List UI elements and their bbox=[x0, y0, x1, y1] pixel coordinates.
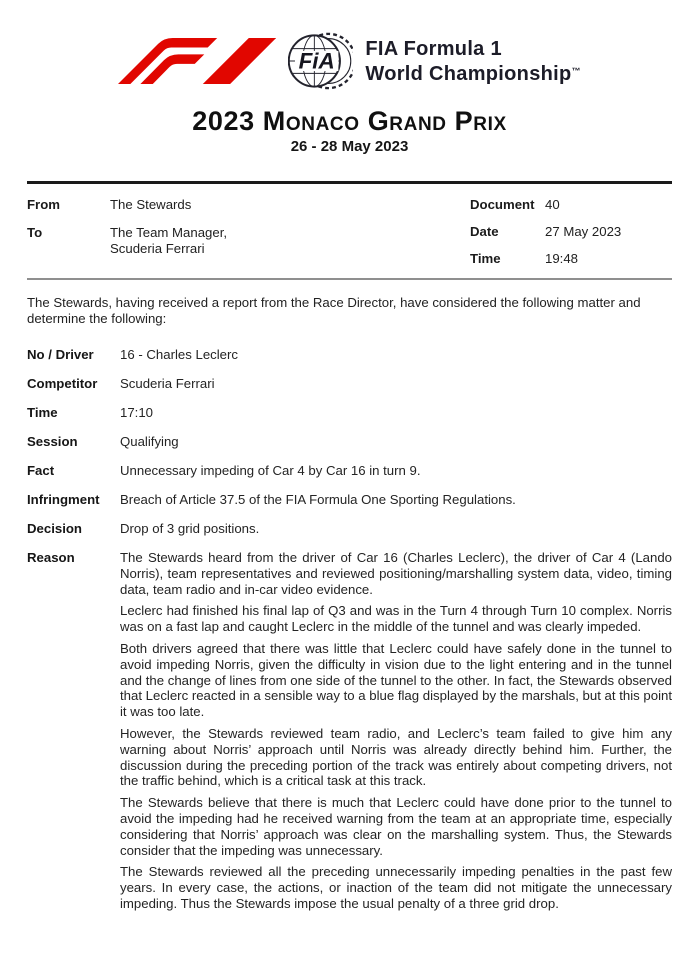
field-label: Decision bbox=[27, 521, 82, 536]
document-label: Document bbox=[470, 197, 535, 212]
field-label: Fact bbox=[27, 463, 55, 478]
time-label: Time bbox=[470, 251, 501, 266]
to-value-line1: The Team Manager, bbox=[110, 225, 228, 240]
intro-paragraph: The Stewards, having received a report from the Race Director, have considered the following matter and determine the following: bbox=[27, 295, 641, 326]
field-row-time bbox=[27, 405, 672, 421]
meta-table bbox=[27, 181, 672, 280]
field-label: No / Driver bbox=[27, 347, 94, 362]
field-row-infringment bbox=[27, 492, 672, 508]
field-value: Drop of 3 grid positions. bbox=[120, 521, 260, 536]
date-label: Date bbox=[470, 224, 499, 239]
to-value-line2: Scuderia Ferrari bbox=[110, 241, 205, 256]
field-row-decision bbox=[27, 521, 672, 537]
field-label: Competitor bbox=[27, 376, 98, 391]
reason-paragraph: Leclerc had finished his final lap of Q3 and was in the Turn 4 through Turn 10 complex. Norris was on a fast lap and caught Leclerc in the middle of the tunnel and was clearly impeded. bbox=[120, 603, 672, 635]
date-value: 27 May 2023 bbox=[545, 224, 622, 239]
field-label: Infringment bbox=[27, 492, 100, 507]
reason-paragraph: The Stewards believe that there is much that Leclerc could have done prior to the tunnel to avoid the impeding had he received warning from the team at an appropriate time, especially considering that Norris’ approach was clear on the marshalling system. Thus, the Stewards consider that the impeding was unnecessary. bbox=[120, 795, 672, 858]
brand-header bbox=[27, 0, 672, 92]
from-value: The Stewards bbox=[110, 197, 192, 212]
reason-paragraph: The Stewards reviewed all the preceding unnecessarily impeding penalties in the past few years. In every case, the actions, or inaction of the team did not mitigate the unnecessary impeding. Thus the Stewards impose the usual penalty of a three grid drop. bbox=[120, 864, 672, 911]
reason-paragraphs bbox=[120, 550, 672, 918]
reason-label: Reason bbox=[27, 550, 75, 565]
field-row-competitor bbox=[27, 376, 672, 392]
field-row-fact bbox=[27, 463, 672, 479]
event-title: 2023 Monaco Grand Prix bbox=[192, 106, 507, 136]
field-label: Time bbox=[27, 405, 58, 420]
decision-fields bbox=[27, 347, 672, 537]
fia-emblem-icon bbox=[288, 30, 353, 92]
field-row-session bbox=[27, 434, 672, 450]
trademark-symbol: ™ bbox=[571, 65, 581, 76]
field-value: 17:10 bbox=[120, 405, 154, 420]
to-value bbox=[110, 225, 470, 257]
reason-section bbox=[27, 550, 672, 918]
from-label: From bbox=[27, 197, 60, 212]
event-dates: 26 - 28 May 2023 bbox=[290, 138, 409, 155]
meta-left bbox=[27, 197, 470, 267]
wordmark-line1: FIA Formula 1 bbox=[365, 37, 502, 60]
title-block bbox=[27, 106, 672, 155]
championship-wordmark bbox=[365, 38, 580, 85]
field-value: Breach of Article 37.5 of the FIA Formula One Sporting Regulations. bbox=[120, 492, 516, 507]
fia-monogram: FiA bbox=[298, 48, 336, 74]
reason-paragraph: Both drivers agreed that there was little that Leclerc could have safely done in the tunnel to avoid impeding Norris, given the difficulty in vision due to the light entering and in the tunnel and the change of lines from one side of the tunnel to the other. In fact, the Stewards observed that Leclerc reacted in a sensible way to a blue flag displayed by the marshals, but at this point it was too late. bbox=[120, 640, 672, 720]
document-value: 40 bbox=[545, 197, 560, 212]
field-label: Session bbox=[27, 434, 78, 449]
field-value: 16 - Charles Leclerc bbox=[120, 347, 239, 362]
wordmark-line2: World Championship™ bbox=[365, 62, 581, 85]
to-label: To bbox=[27, 225, 43, 240]
field-value: Scuderia Ferrari bbox=[120, 376, 215, 391]
field-value: Unnecessary impeding of Car 4 by Car 16 in turn 9. bbox=[120, 463, 421, 478]
f1-logo-icon bbox=[118, 38, 276, 84]
time-value: 19:48 bbox=[545, 251, 579, 266]
field-row-no-driver bbox=[27, 347, 672, 363]
reason-paragraph: The Stewards heard from the driver of Car 16 (Charles Leclerc), the driver of Car 4 (Lando Norris), team representatives and reviewed positioning/marshalling system data, video, timing data, team radio and in-car video evidence. bbox=[120, 550, 672, 597]
meta-right bbox=[470, 197, 672, 267]
field-value: Qualifying bbox=[120, 434, 179, 449]
reason-paragraph: However, the Stewards reviewed team radio, and Leclerc’s team failed to give him any warning about Norris’ approach until Norris was already directly behind him. Further, the discussion during the preceding portion of the track was entirely about competing drivers, not the traffic behind, which is a critical task at this track. bbox=[120, 725, 672, 789]
